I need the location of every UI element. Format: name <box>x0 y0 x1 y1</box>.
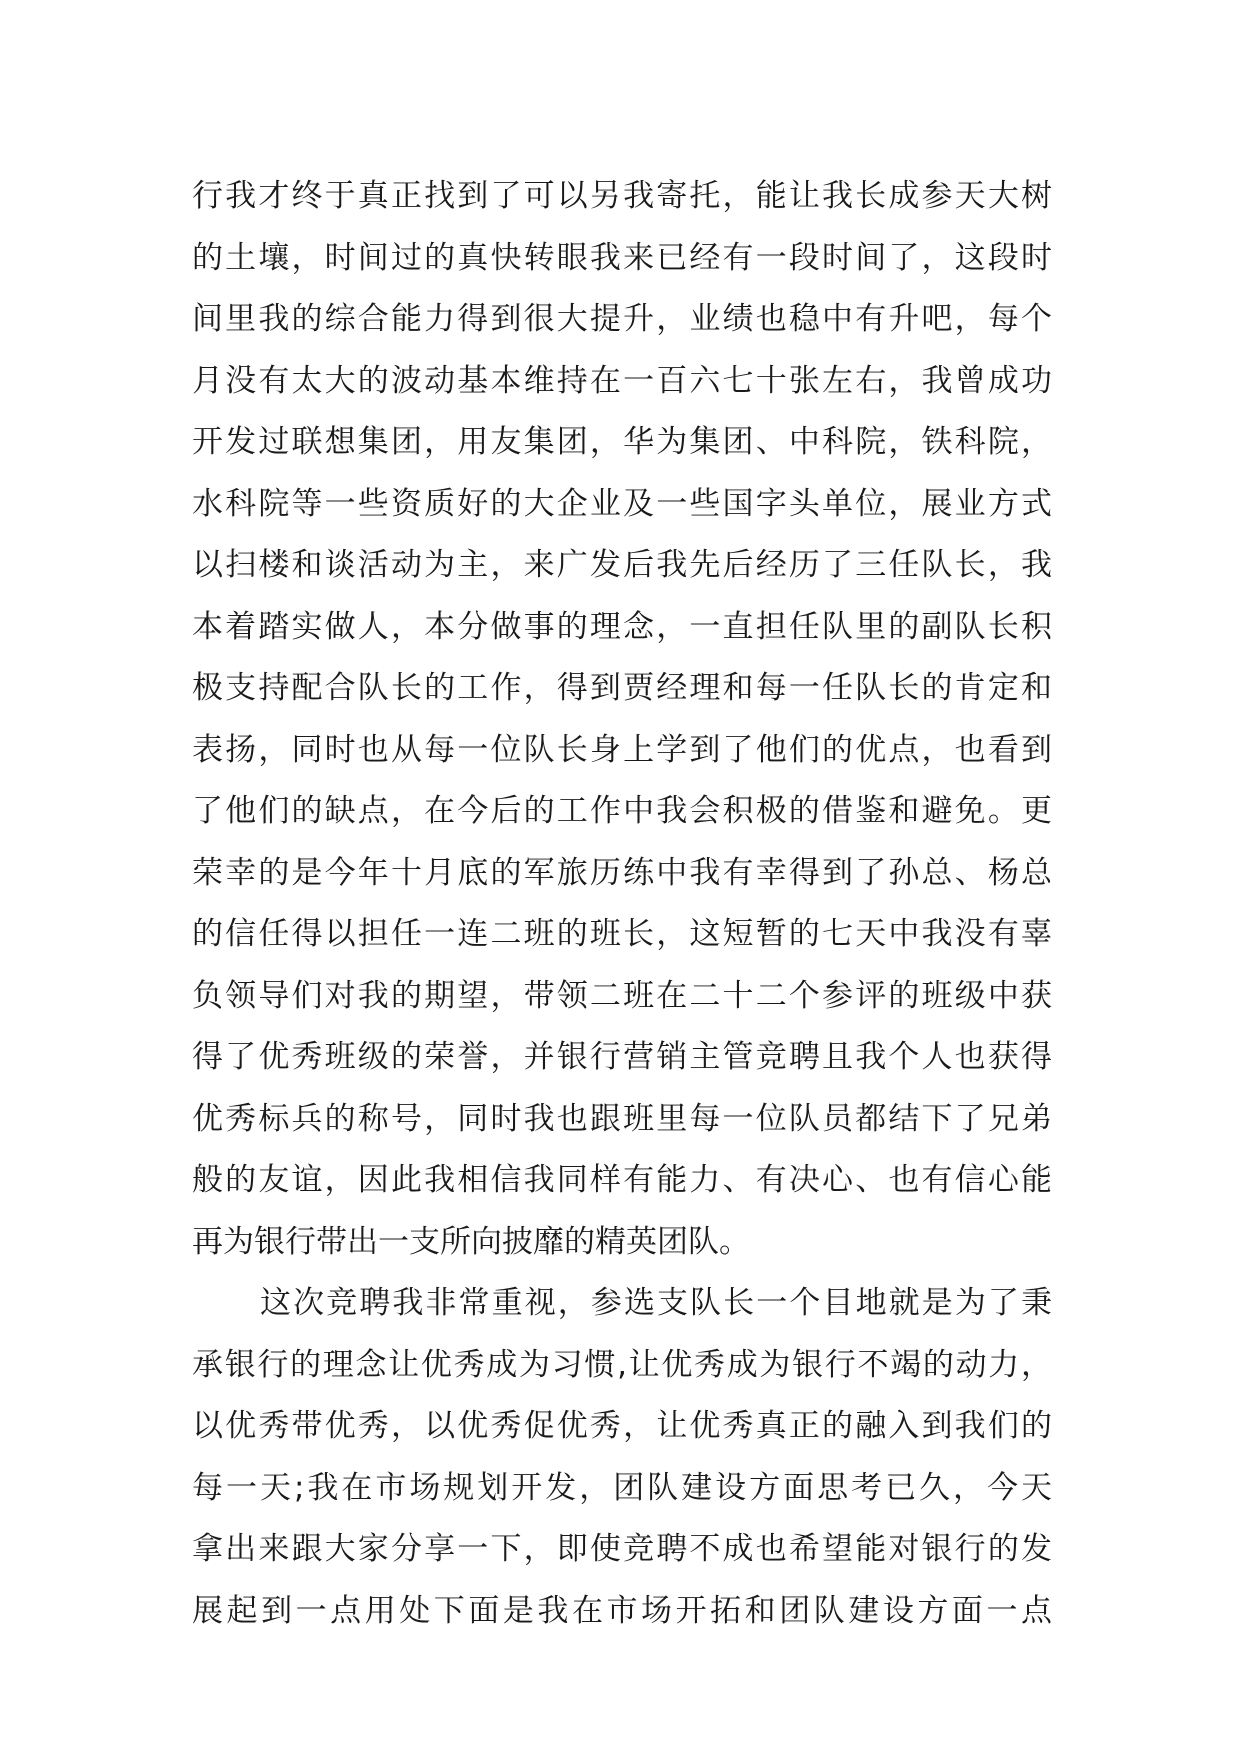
text-line: 般的友谊，因此我相信我同样有能力、有决心、也有信心能 <box>192 1162 1052 1198</box>
text-line: 表扬，同时也从每一位队长身上学到了他们的优点，也看到 <box>192 731 1052 768</box>
text-line: 极支持配合队长的工作，得到贾经理和每一任队长的肯定和 <box>192 670 1052 706</box>
text-line: 拿出来跟大家分享一下，即使竞聘不成也希望能对银行的发 <box>192 1531 1052 1567</box>
text-line: 得了优秀班级的荣誉，并银行营销主管竞聘且我个人也获得 <box>192 1039 1052 1075</box>
text-line: 以扫楼和谈活动为主，来广发后我先后经历了三任队长，我 <box>192 547 1052 583</box>
text-line: 的土壤，时间过的真快转眼我来已经有一段时间了，这段时 <box>192 239 1052 276</box>
text-line: 了他们的缺点，在今后的工作中我会积极的借鉴和避免。更 <box>192 793 1052 829</box>
paragraph-start-line: 这次竞聘我非常重视，参选支队长一个目地就是为了秉 <box>260 1285 1052 1321</box>
text-line: 以优秀带优秀，以优秀促优秀，让优秀真正的融入到我们的 <box>192 1408 1052 1444</box>
text-line: 荣幸的是今年十月底的军旅历练中我有幸得到了孙总、杨总 <box>192 854 1052 891</box>
text-line: 间里我的综合能力得到很大提升，业绩也稳中有升吧，每个 <box>192 301 1052 337</box>
paragraph-end-line: 再为银行带出一支所向披靡的精英团队。 <box>192 1223 750 1260</box>
text-line: 负领导们对我的期望，带领二班在二十二个参评的班级中获 <box>192 977 1052 1014</box>
text-line: 行我才终于真正找到了可以另我寄托，能让我长成参天大树 <box>192 178 1052 214</box>
text-line: 的信任得以担任一连二班的班长，这短暂的七天中我没有辜 <box>192 916 1052 952</box>
text-line: 展起到一点用处下面是我在市场开拓和团队建设方面一点 <box>192 1592 1052 1629</box>
body-text <box>192 166 1052 1642</box>
text-line: 开发过联想集团，用友集团，华为集团、中科院，铁科院， <box>192 424 1052 460</box>
text-line: 水科院等一些资质好的大企业及一些国字头单位，展业方式 <box>192 485 1052 522</box>
text-line: 月没有太大的波动基本维持在一百六七十张左右，我曾成功 <box>192 362 1052 399</box>
text-line: 承银行的理念让优秀成为习惯,让优秀成为银行不竭的动力， <box>192 1346 1052 1383</box>
text-line: 本着踏实做人，本分做事的理念，一直担任队里的副队长积 <box>192 608 1052 645</box>
text-line: 优秀标兵的称号，同时我也跟班里每一位队员都结下了兄弟 <box>192 1100 1052 1137</box>
text-line: 每一天;我在市场规划开发，团队建设方面思考已久，今天 <box>192 1469 1052 1506</box>
